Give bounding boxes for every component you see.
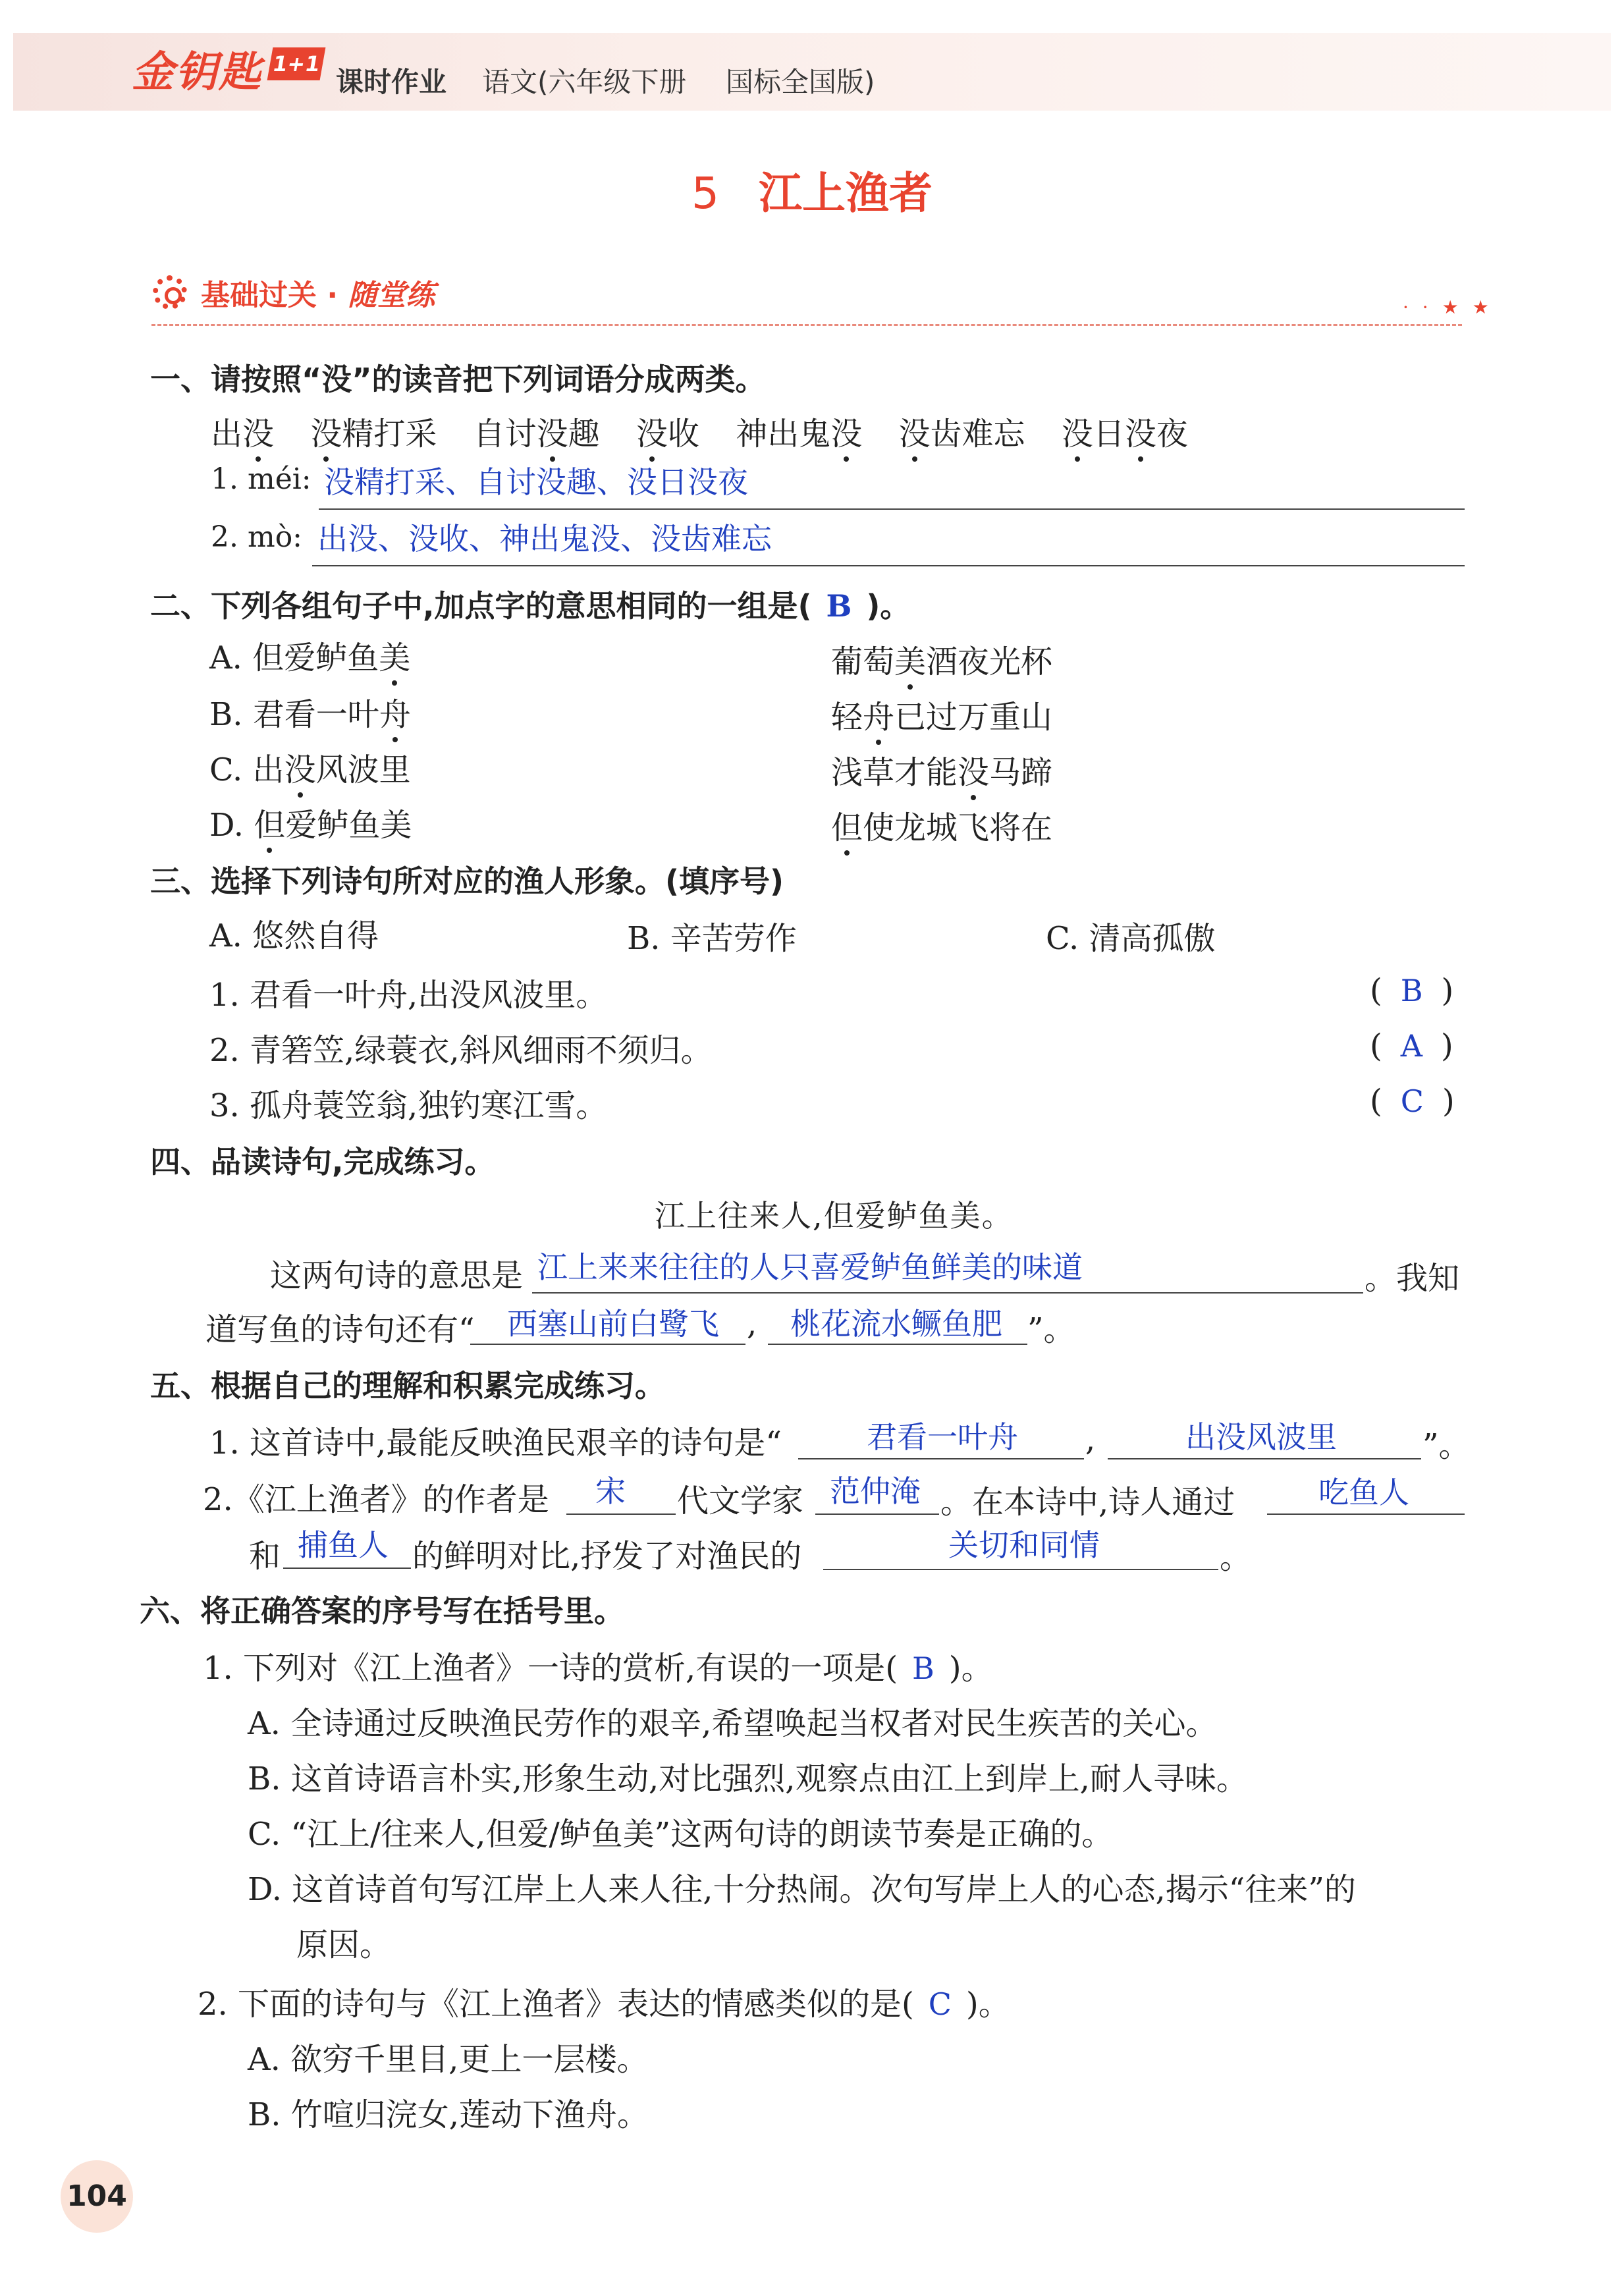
q3-item-3: 3. 孤舟蓑笠翁,独钓寒江雪。 [209, 1087, 608, 1124]
q6-item1-option-b: B. 这首诗语言朴实,形象生动,对比强烈,观察点由江上到岸上,耐人寻味。 [248, 1760, 1248, 1797]
q3-answer-3: C [1400, 1083, 1424, 1119]
section-divider [151, 324, 1462, 326]
q5-item1-answer2: 出没风波里 [1185, 1419, 1337, 1455]
page-number: 104 [61, 2160, 133, 2233]
q4-poem: 江上往来人,但爱鲈鱼美。 [655, 1198, 1014, 1234]
q3-bracket-3: ( C ) [1370, 1083, 1455, 1120]
q4-answer-poem1: 西塞山前白鹭飞 [507, 1306, 719, 1342]
header-series: 课时作业 [336, 66, 447, 98]
q6-item2-option-a: A. 欲穷千里目,更上一层楼。 [248, 2041, 649, 2078]
q6-item1-answer: B [912, 1650, 934, 1686]
section-sub: 随堂练 [348, 279, 435, 312]
q3-bracket-2: ( A ) [1370, 1027, 1453, 1064]
q1-label-mo: 2. mò: [211, 520, 303, 554]
q1-answer-mo: 出没、没收、神出鬼没、没齿难忘 [317, 521, 772, 557]
brand-badge: 1+1 [267, 47, 326, 80]
q1-title: 一、请按照“没”的读音把下列词语分成两类。 [150, 362, 766, 397]
star-decoration-icon: · · ★ ★ [1403, 296, 1493, 318]
q5-item1-post: ”。 [1422, 1427, 1471, 1464]
q3-choice-b: B. 辛苦劳作 [627, 920, 797, 957]
gear-icon [153, 275, 187, 310]
q6-item1: 1. 下列对《江上渔者》一诗的赏析,有误的一项是( B )。 [203, 1650, 993, 1687]
q3-answer-1: B [1400, 973, 1423, 1008]
q2-option-b-right: 轻舟已过万重山 [831, 699, 1053, 736]
q5-item2-post: 。 [1220, 1539, 1252, 1576]
q5-item2-line2-pre: 和 [249, 1538, 281, 1575]
q1-word: 自讨没趣 [473, 416, 600, 452]
q3-choice-a: A. 悠然自得 [209, 917, 379, 954]
q1-word: 没齿难忘 [898, 416, 1025, 452]
q2-title: 二、下列各组句子中,加点字的意思相同的一组是( B )。 [150, 588, 911, 624]
q5-item1-comma: , [1085, 1421, 1096, 1458]
header-edition: 国标全国版) [726, 66, 875, 98]
section-label: 基础过关 [201, 279, 317, 312]
q6-title: 六、将正确答案的序号写在括号里。 [140, 1593, 624, 1629]
q5-title: 五、根据自己的理解和积累完成练习。 [150, 1368, 665, 1404]
q5-item1-answer1: 君看一叶舟 [867, 1419, 1018, 1455]
q1-answer-mei: 没精打采、自讨没趣、没日没夜 [324, 464, 748, 500]
q2-option-c-left: C. 出没风波里 [209, 751, 411, 788]
q1-word: 没精打采 [310, 416, 437, 452]
lesson-name: 江上渔者 [759, 168, 933, 219]
q1-word: 出没 [211, 416, 275, 452]
q4-line1-post: 。我知 [1365, 1260, 1460, 1297]
q2-option-a-left: A. 但爱鲈鱼美 [209, 640, 411, 676]
q5-answer-author: 范仲淹 [830, 1473, 921, 1509]
q1-word-list [211, 408, 1188, 454]
q2-option-a-right: 葡萄美酒夜光杯 [831, 643, 1053, 680]
q4-answer-poem2: 桃花流水鳜鱼肥 [790, 1306, 1002, 1342]
q4-line1-pre: 这两句诗的意思是 [270, 1257, 524, 1294]
lesson-title [0, 158, 1624, 221]
header-subject: 语文(六年级下册 [482, 66, 687, 98]
q3-item-2: 2. 青箬笠,绿蓑衣,斜风细雨不须归。 [209, 1032, 713, 1069]
q3-answer-2: A [1400, 1028, 1422, 1064]
q2-answer: B [826, 588, 852, 624]
q3-item-1: 1. 君看一叶舟,出没风波里。 [209, 977, 608, 1014]
q4-line2-post: ”。 [1027, 1311, 1075, 1348]
q6-item1-option-d-cont: 原因。 [296, 1926, 392, 1963]
q5-item2-mid3: 的鲜明对比,抒发了对渔民的 [412, 1538, 802, 1575]
q2-option-b-left: B. 君看一叶舟 [209, 696, 411, 733]
q2-option-d-left: D. 但爱鲈鱼美 [209, 807, 412, 844]
q6-item1-option-c: C. “江上/往来人,但爱/鲈鱼美”这两句诗的朗读节奏是正确的。 [248, 1816, 1114, 1853]
q5-answer-feeling: 关切和同情 [948, 1527, 1100, 1563]
q3-title: 三、选择下列诗句所对应的渔人形象。(填序号) [150, 863, 784, 899]
q4-answer-meaning: 江上来来往往的人只喜爱鲈鱼鲜美的味道 [537, 1249, 1083, 1285]
q3-bracket-1: ( B ) [1370, 972, 1454, 1009]
q5-answer-contrast2: 捕鱼人 [298, 1527, 389, 1563]
q5-item2-pre: 2.《江上渔者》的作者是 [203, 1481, 549, 1518]
q2-option-d-right: 但使龙城飞将在 [831, 809, 1053, 846]
q5-item2-mid1: 代文学家 [677, 1483, 804, 1519]
q6-item2-option-b: B. 竹喧归浣女,莲动下渔舟。 [248, 2096, 649, 2133]
q6-item1-option-d: D. 这首诗首句写江岸上人来人往,十分热闹。次句写岸上人的心态,揭示“往来”的 [248, 1871, 1356, 1908]
q4-comma: , [747, 1305, 757, 1342]
q6-item2: 2. 下面的诗句与《江上渔者》表达的情感类似的是( C )。 [198, 1986, 1010, 2023]
lesson-number: 5 [691, 168, 719, 219]
q5-answer-contrast1: 吃鱼人 [1318, 1475, 1409, 1510]
q2-option-c-right: 浅草才能没马蹄 [831, 754, 1053, 791]
q4-line2-pre: 道写鱼的诗句还有“ [205, 1311, 475, 1348]
brand-logo: 金钥匙 [132, 48, 262, 97]
q1-word: 没日没夜 [1061, 416, 1188, 452]
section-banner: 基础过关 · 随堂练 [201, 279, 435, 312]
q5-item1-pre: 1. 这首诗中,最能反映渔民艰辛的诗句是“ [209, 1425, 782, 1461]
q5-answer-dynasty: 宋 [595, 1473, 626, 1509]
q1-word: 神出鬼没 [736, 416, 863, 452]
q3-choice-c: C. 清高孤傲 [1046, 920, 1216, 957]
q4-title: 四、品读诗句,完成练习。 [150, 1144, 495, 1180]
q5-item2-mid2: 。在本诗中,诗人通过 [940, 1484, 1235, 1521]
q1-label-mei: 1. méi: [211, 462, 311, 496]
q6-item1-option-a: A. 全诗通过反映渔民劳作的艰辛,希望唤起当权者对民生疾苦的关心。 [248, 1705, 1218, 1742]
q6-item2-answer: C [928, 1986, 952, 2022]
q1-word: 没收 [636, 416, 699, 452]
